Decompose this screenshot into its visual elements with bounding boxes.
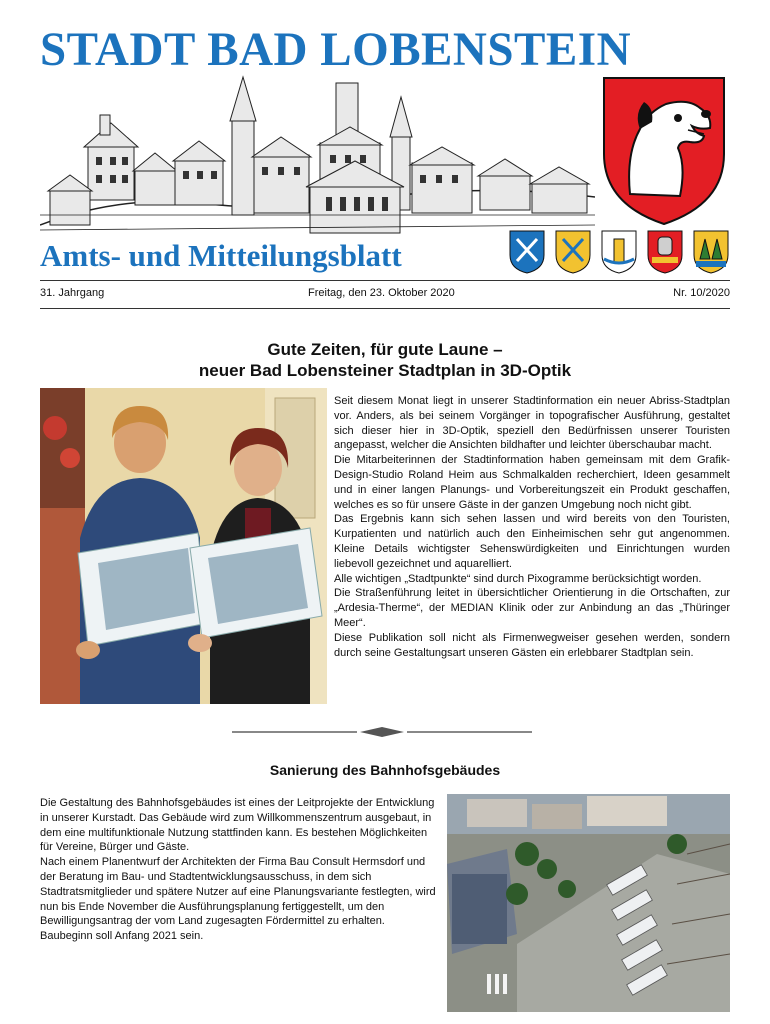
emblem-knight-icon [646,229,684,275]
article1-paragraph: Alle wichtigen „Stadtpunkte“ sind durch Pixogramme berücksichtigt worden. [334,572,702,585]
section-divider [232,725,532,739]
top-rule [40,280,730,281]
article2-body [40,796,440,944]
article1-paragraph: Die Straßenführung leitet in übersichtlicher Orientierung in die Ortschaften, zur „Ardesia-Therme“, der MEDIAN Klinik oder zur Anbindung an das „Thüringer Meer“. [334,587,730,629]
masthead-title: STADT BAD LOBENSTEIN [40,23,632,76]
town-skyline-illustration [40,75,595,240]
district-emblems [508,229,730,275]
article1-title-line1: Gute Zeiten, für gute Laune – [267,340,503,359]
issue-number: Nr. 10/2020 [673,287,730,299]
article1-title-line2: neuer Bad Lobensteiner Stadtplan in 3D-Optik [198,361,572,380]
emblem-hammers-icon [508,229,546,275]
info-rule [40,308,730,309]
city-coat-of-arms [600,74,728,226]
aerial-photo-train-station [447,794,730,1012]
emblem-trees-icon [692,229,730,275]
article1-paragraph: Diese Publikation soll nicht als Firmenwegweiser gesehen werden, sondern durch seine Gestaltungsart unseren Gästen ein erlebbarer Stadtplan sein. [334,631,730,659]
article1-paragraph: Die Mitarbeiterinnen der Stadtinformation haben gemeinsam mit dem Grafik-Design-Studio Roland Heim aus Schmalkalden recherchiert, Ideen gesammelt und in einer langen Planungs- und Vorbereitungszeit ein Produkt geschaffen, welches es so für unsere Gäste in der ganzen Umgebung noch nicht gibt. [334,454,730,511]
issue-info-line [40,287,730,303]
issue-date: Freitag, den 23. Oktober 2020 [308,287,455,299]
article1-body [334,394,730,660]
article2-title: Sanierung des Bahnhofsgebäudes [269,762,501,778]
article2-paragraph: Nach einem Planentwurf der Architekten der Firma Bau Consult Hermsdorf und der Beratung im Bau- und Stadtentwicklungsausschuss, in dem sich Stadtratsmitglieder und spätere Nutzer auf eine Planungsvariante festlegten, wird nun bis Ende November die Ausführungsplanung fertiggestellt, um den Bewilligungsantrag der vom Land zugesagten Fördermittel zu erhalten. [40,856,436,928]
volume-label: 31. Jahrgang [40,287,105,299]
article2-paragraph: Baubeginn soll Anfang 2021 sein. [40,930,204,943]
photo-two-women-with-city-map [40,388,327,704]
emblem-tower-icon [600,229,638,275]
masthead-subtitle: Amts- und Mitteilungsblatt [40,238,402,273]
emblem-pick-icon [554,229,592,275]
article1-paragraph: Das Ergebnis kann sich sehen lassen und wird bereits von den Touristen, Kurpatienten und natürlich auch den Einheimischen sehr gut angenommen. Kleine Details wichtigster Sehenswürdigkeiten und Einrichtungen wurden liebevoll gezeichnet und aquarelliert. [334,513,730,570]
article2-paragraph: Die Gestaltung des Bahnhofsgebäudes ist eines der Leitprojekte der Entwicklung in unserer Kurstadt. Das Gebäude wird zum Willkommenszentrum ausgebaut, in dem eine multifunktionale Nutzung stattfinden kann. Es bestehen Möglichkeiten für Vereine, Bürger und Gäste. [40,797,435,854]
article1-paragraph: Seit diesem Monat liegt in unserer Stadtinformation ein neuer Abriss-Stadtplan vor. Anders, als bei seinem Vorgänger in topografischer Ausführung, gestaltet sich dieser hier in 3D-Optik, speziell den Bedürfnissen unserer Touristen angepasst, welcher die Ansichten bildhafter und leichter überschaubar macht. [334,395,730,452]
